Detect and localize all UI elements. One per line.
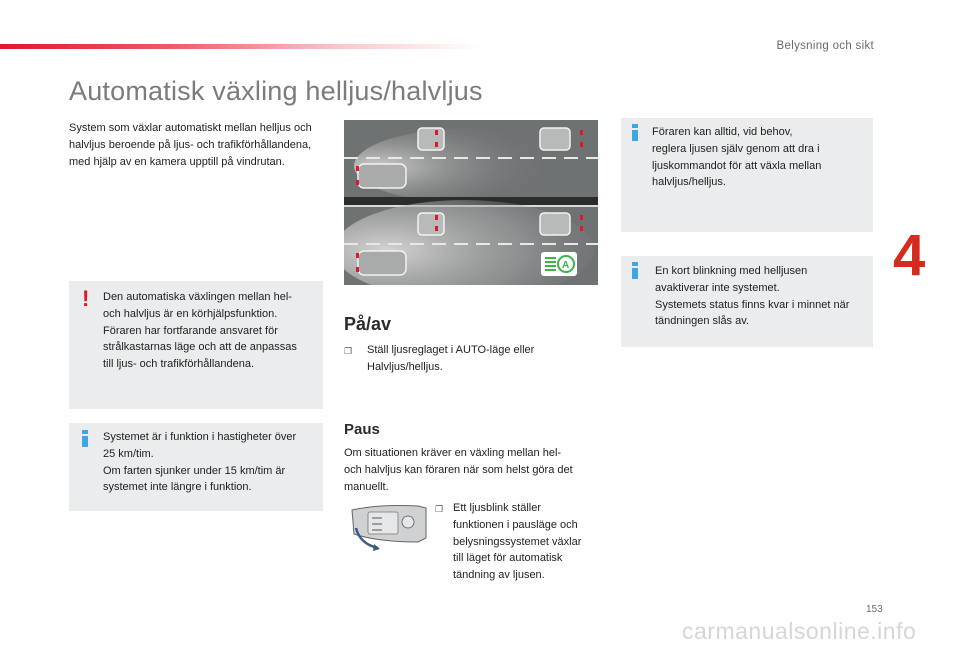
top-accent-bar	[0, 44, 480, 49]
on-off-instruction: Ställ ljusreglaget i AUTO-läge eller Halvljus/helljus.	[367, 344, 535, 373]
chapter-title: Belysning och sikt	[776, 40, 874, 52]
section-heading-on-off: På/av	[344, 314, 392, 334]
info-speed-text: Systemet är i funktion i hastigheter över 25 km/tim. Om farten sjunker under 15 km/tim är systemet inte längre i funktion.	[103, 431, 297, 494]
exclamation-icon: !	[82, 286, 90, 311]
oncoming-car-bottom-left	[418, 213, 444, 235]
chapter-number: 4	[893, 223, 926, 288]
checkbox-bullet-icon: ❐	[435, 504, 444, 514]
info-icon	[632, 124, 638, 141]
warning-box	[69, 281, 323, 409]
info-icon	[632, 262, 638, 279]
info-box-speed	[69, 423, 323, 511]
light-stalk-icon	[348, 500, 432, 552]
info-icon	[82, 430, 88, 447]
page-number: 153	[866, 604, 883, 615]
road-scenes-svg	[344, 120, 598, 285]
info-manual-text: Föraren kan alltid, vid behov, reglera ljusen själv genom att dra i ljuskommandot för att växla mellan halvljus/helljus.	[652, 126, 822, 189]
svg-text:A: A	[562, 260, 570, 271]
own-car-top	[358, 164, 406, 188]
oncoming-car-top-left	[418, 128, 444, 150]
oncoming-car-top-right	[540, 128, 570, 150]
info-box-manual-control	[621, 118, 873, 232]
warning-text: Den automatiska växlingen mellan hel- och halvljus är en körhjälpsfunktion. Föraren har fortfarande ansvaret för strålkastarnas läge och att de anpassas till ljus- och trafikförhållandena.	[103, 291, 297, 371]
pause-text: Om situationen kräver en växling mellan hel- och halvljus kan föraren när som helst göra det manuellt.	[344, 447, 573, 493]
checkbox-bullet-icon: ❐	[344, 346, 353, 356]
high-low-beam-diagram	[344, 120, 598, 285]
pause-instruction: Ett ljusblink ställer funktionen i pausläge och belysningssystemet växlar till läget för automatisk tändning av ljusen.	[453, 502, 582, 582]
info-box-memory	[621, 256, 873, 347]
auto-high-beam-icon	[541, 252, 577, 276]
own-car-bottom	[358, 251, 406, 275]
watermark: carmanualsonline.info	[682, 618, 917, 644]
page-title: Automatisk växling helljus/halvljus	[69, 76, 483, 106]
oncoming-car-bottom-right	[540, 213, 570, 235]
section-heading-pause: Paus	[344, 421, 380, 438]
info-memory-text: En kort blinkning med helljusen avaktiverar inte systemet. Systemets status finns kvar i minnet när tändningen slås av.	[655, 265, 850, 328]
intro-text: System som växlar automatiskt mellan helljus och halvljus beroende på ljus- och trafikförhållandena, med hjälp av en kamera upptill på vindrutan.	[69, 122, 312, 168]
